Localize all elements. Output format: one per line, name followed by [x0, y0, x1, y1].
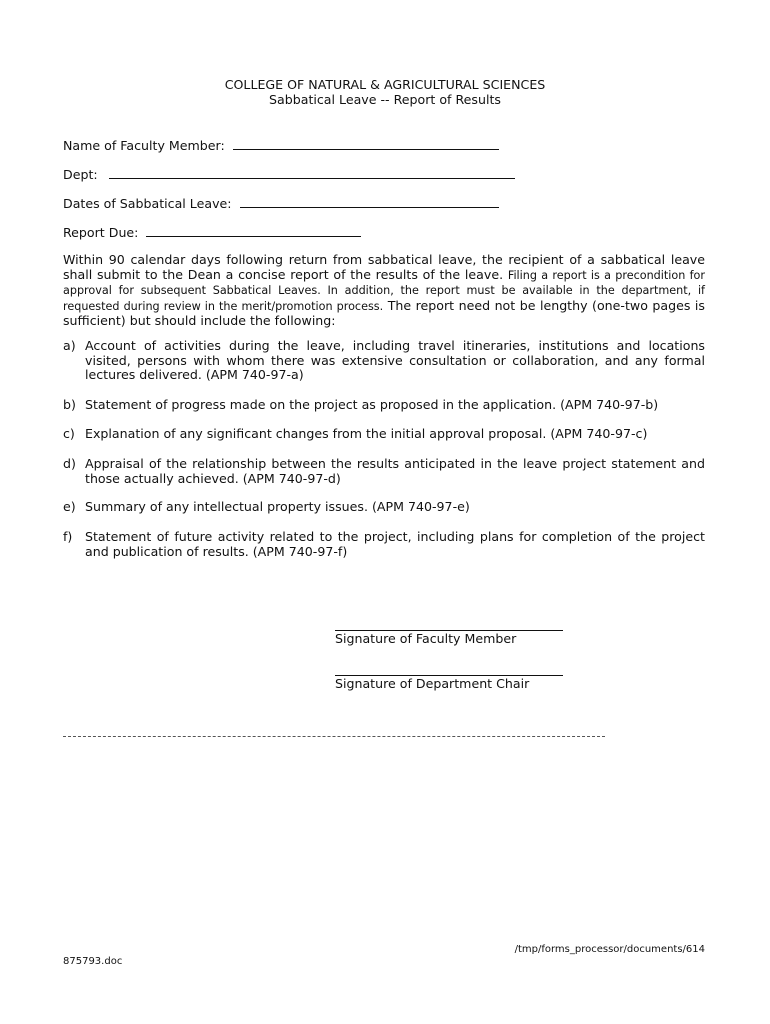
list-item-label: d): [63, 456, 76, 471]
list-item-text: Statement of progress made on the project as proposed in the application. (APM 740-97-b): [85, 397, 659, 412]
faculty-signature-label: Signature of Faculty Member: [335, 631, 517, 646]
list-item-a: [63, 339, 705, 383]
intro-part1: Within 90 calendar days following return from sabbatical leave, the recipient of a sabbatical leave shall submit to the Dean a concise report of the results of the leave.: [63, 252, 705, 282]
list-item-b: [63, 398, 705, 413]
list-item-text: Summary of any intellectual property issues. (APM 740-97-e): [85, 499, 470, 514]
list-item-e: [63, 500, 705, 515]
faculty-name-line[interactable]: [233, 137, 499, 150]
document-filename: 875793.doc: [63, 956, 123, 967]
faculty-name-field[interactable]: [63, 137, 499, 154]
report-due-label: Report Due:: [63, 225, 139, 240]
intro-part3: The report need not be lengthy (one-two pages is sufficient) but should include the following:: [63, 297, 705, 329]
chair-signature-label: Signature of Department Chair: [335, 676, 530, 691]
dates-field[interactable]: [63, 195, 499, 212]
intro-paragraph: [63, 253, 705, 329]
list-item-d: [63, 457, 705, 486]
dates-label: Dates of Sabbatical Leave:: [63, 196, 232, 211]
list-item-text: Statement of future activity related to the project, including plans for completion of the project and publication of results. (APM 740-97-f): [85, 529, 705, 559]
list-item-label: b): [63, 397, 76, 412]
page-title: Sabbatical Leave -- Report of Results: [269, 92, 501, 107]
faculty-name-label: Name of Faculty Member:: [63, 138, 225, 153]
dept-label: Dept:: [63, 167, 98, 182]
report-due-field[interactable]: [63, 224, 361, 241]
intro-part2: Filing a report is a precondition for approval for subsequent Sabbatical Leaves. In addition, the report must be available in the department, if requested during review in the merit/promotion process.: [63, 268, 705, 313]
dashed-divider: [63, 736, 605, 737]
report-due-line[interactable]: [146, 224, 361, 237]
list-item-text: Appraisal of the relationship between the results anticipated in the leave project statement and those actually achieved. (APM 740-97-d): [85, 456, 705, 486]
file-path: /tmp/forms_processor/documents/614: [514, 944, 705, 955]
college-heading: COLLEGE OF NATURAL & AGRICULTURAL SCIENCES: [224, 77, 546, 92]
list-item-c: [63, 427, 705, 442]
dept-field[interactable]: [63, 166, 515, 183]
list-item-text: Account of activities during the leave, including travel itineraries, institutions and locations visited, persons with whom there was extensive consultation or collaboration, and any formal lectures delivered. (APM 740-97-a): [85, 338, 705, 383]
dept-line[interactable]: [109, 166, 515, 179]
list-item-label: f): [63, 529, 73, 544]
list-item-text: Explanation of any significant changes from the initial approval proposal. (APM 740-97-c): [85, 426, 648, 441]
list-item-f: [63, 530, 705, 559]
list-item-label: a): [63, 338, 76, 353]
dates-line[interactable]: [240, 195, 499, 208]
list-item-label: c): [63, 426, 75, 441]
list-item-label: e): [63, 499, 76, 514]
